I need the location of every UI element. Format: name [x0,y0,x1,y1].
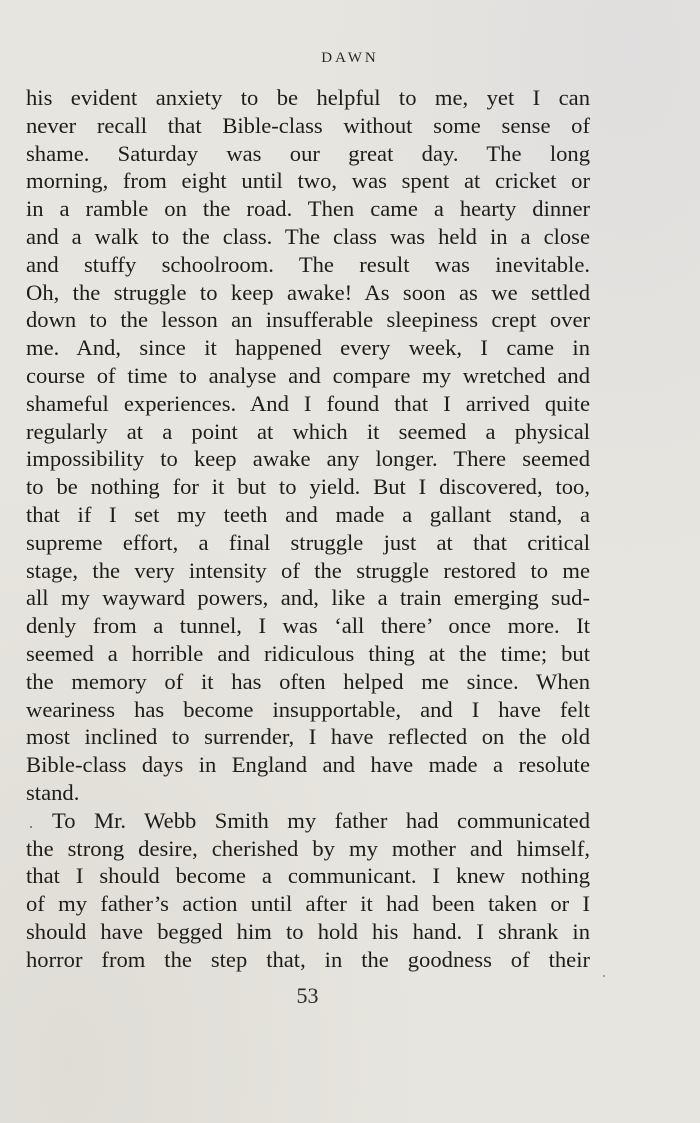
text-line: course of time to analyse and compare my wretched and [26,362,590,388]
text-line: weariness has become insupportable, and I have felt [26,696,590,722]
text-line: denly from a tunnel, I was ‘all there’ once more. It [26,613,590,639]
page-number: 53 [296,983,319,1008]
text-line: impossibility to keep awake any longer. There seemed [26,446,590,472]
text-line: Oh, the struggle to keep awake! As soon as we settled [26,279,590,305]
text-line: supreme effort, a final struggle just at that critical [26,529,590,555]
text-line: that if I set my teeth and made a gallant stand, a [26,501,590,527]
body-text [26,84,590,974]
text-line: Bible-class days in England and have made a resolute [26,752,590,778]
text-line: to be nothing for it but to yield. But I discovered, too, [26,474,590,500]
text-line: shameful experiences. And I found that I arrived quite [26,390,590,416]
text-line: in a ramble on the road. Then came a hearty dinner [26,196,590,222]
text-line: all my wayward powers, and, like a train emerging sud- [26,585,590,611]
running-head: DAWN [321,50,379,66]
paper-speck [603,975,605,977]
text-line: morning, from eight until two, was spent at cricket or [26,168,590,194]
text-line: the strong desire, cherished by my mother and himself, [26,835,590,861]
text-line: seemed a horrible and ridiculous thing at the time; but [26,640,590,666]
text-line: shame. Saturday was our great day. The long [26,140,590,166]
text-line: horror from the step that, in the goodness of their [26,946,590,972]
text-line: his evident anxiety to be helpful to me, yet I can [26,85,590,110]
text-line: should have begged him to hold his hand. I shrank in [26,918,590,944]
paper-speck [30,826,32,828]
text-line: of my father’s action until after it had been taken or I [26,891,590,917]
text-line: me. And, since it happened every week, I came in [26,335,590,361]
text-line: and a walk to the class. The class was held in a close [26,223,590,249]
text-line: that I should become a communicant. I knew nothing [26,863,590,889]
text-line: and stuffy schoolroom. The result was inevitable. [26,251,590,277]
paragraph-start-line: To Mr. Webb Smith my father had communicated [52,807,590,833]
text-line: never recall that Bible-class without some sense of [26,112,590,138]
paragraph-end-line: stand. [26,779,80,805]
text-line: regularly at a point at which it seemed a physical [26,418,590,444]
text-line: most inclined to surrender, I have reflected on the old [26,724,590,750]
text-line: down to the lesson an insufferable sleepiness crept over [26,307,590,333]
text-line: the memory of it has often helped me since. When [26,668,590,694]
text-line: stage, the very intensity of the struggle restored to me [26,557,590,583]
